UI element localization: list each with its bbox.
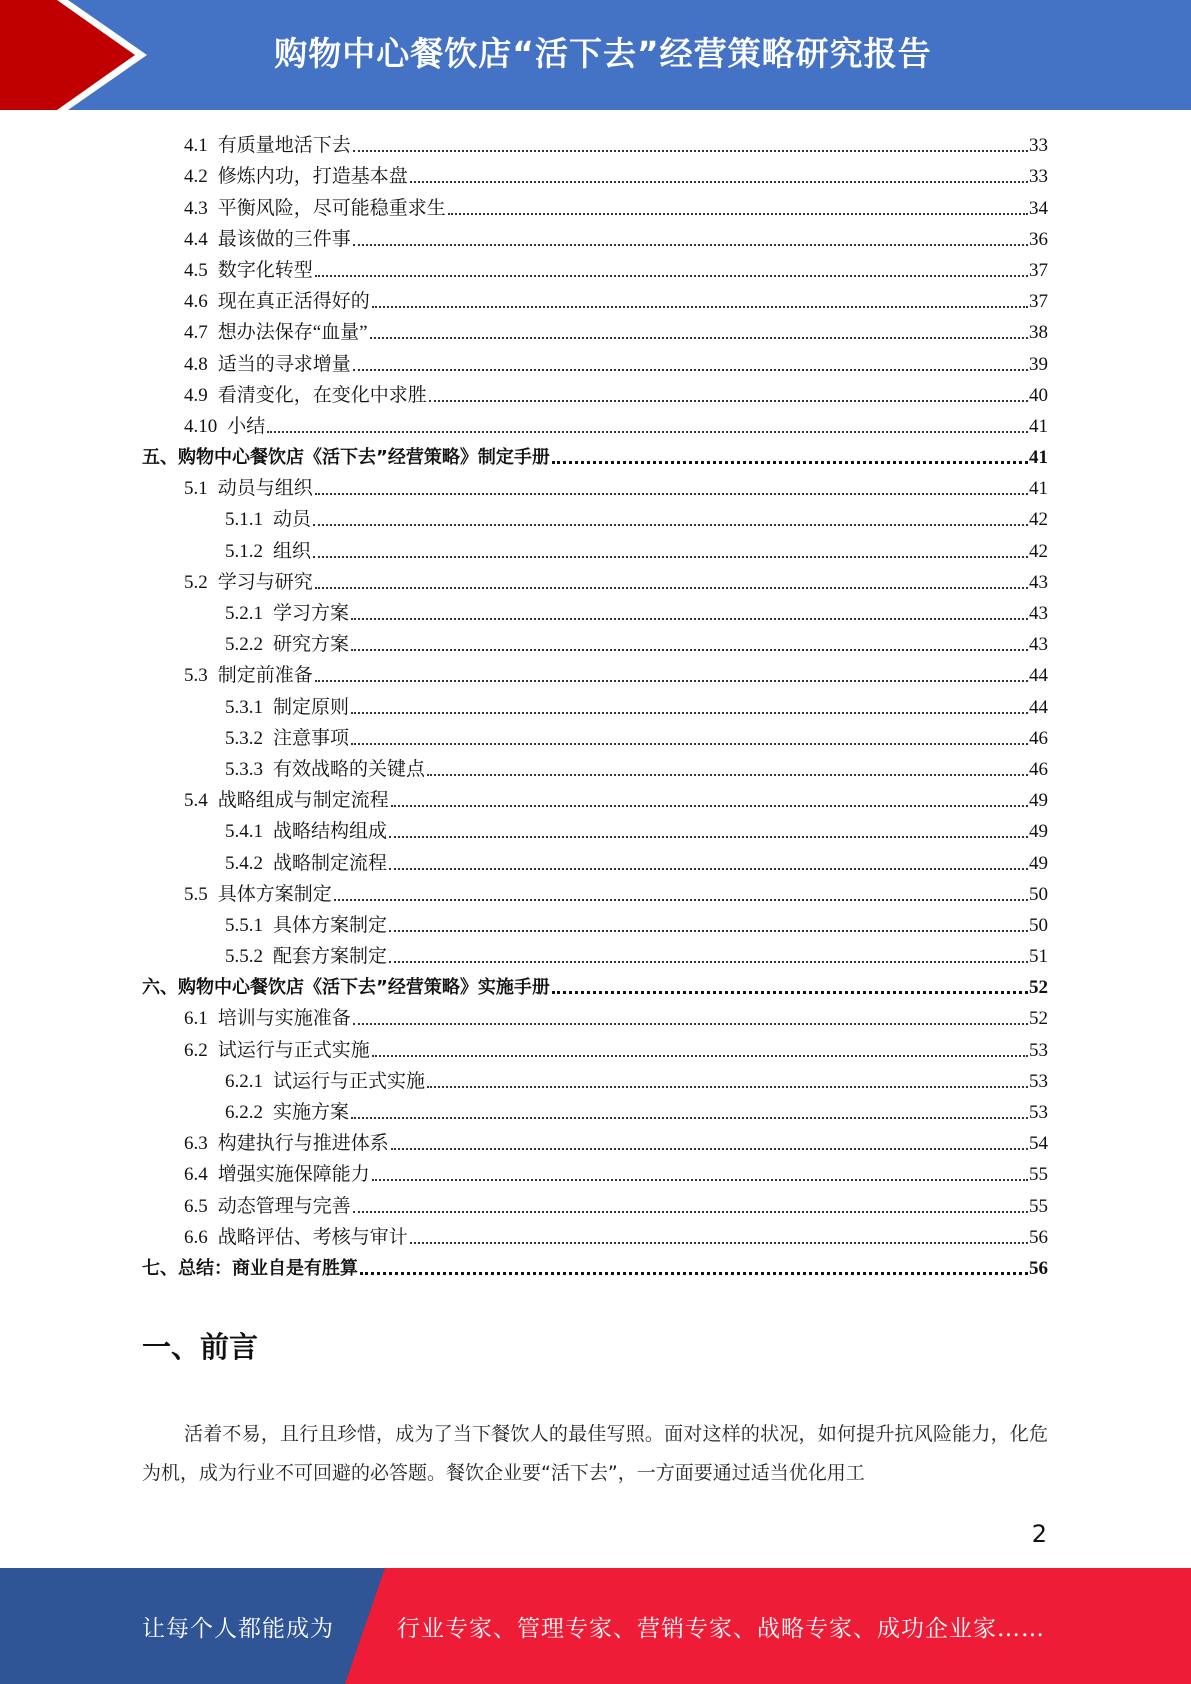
toc-entry-number: 4.6: [184, 291, 208, 313]
toc-entry-label: [142, 227, 353, 252]
toc-entry-number: 4.2: [184, 166, 208, 188]
toc-entry-label: [142, 570, 315, 595]
toc-entry-page: 52: [1029, 1008, 1048, 1030]
toc-entry[interactable]: [142, 595, 1048, 626]
toc-entry-number: 5.1.2: [225, 540, 263, 562]
toc-dot-leader: [351, 695, 1028, 720]
toc-entry-number: 4.8: [184, 353, 208, 375]
toc-entry-label: [142, 1162, 372, 1187]
toc-dot-leader: [429, 383, 1028, 408]
toc-entry-title: 购物中心餐饮店《活下去”经营策略》实施手册: [178, 977, 550, 999]
toc-entry-number: 5.1.1: [225, 509, 263, 531]
toc-entry-number: 4.3: [184, 197, 208, 219]
toc-dot-leader: [315, 663, 1028, 688]
toc-entry[interactable]: [142, 626, 1048, 657]
toc-entry-number: 5.2.1: [225, 603, 263, 624]
toc-entry-page: 37: [1029, 291, 1048, 313]
toc-dot-leader: [372, 1162, 1028, 1187]
toc-entry-title: 修炼内功，打造基本盘: [217, 166, 408, 188]
toc-entry[interactable]: [142, 1156, 1048, 1187]
toc-entry-page: 42: [1029, 540, 1048, 562]
toc-entry[interactable]: [142, 688, 1048, 719]
toc-entry[interactable]: [142, 751, 1048, 782]
toc-entry-title: 适当的寻求增量: [217, 353, 351, 375]
toc-entry-label: [142, 882, 334, 907]
toc-entry-label: [142, 320, 370, 345]
toc-dot-leader: [391, 1131, 1028, 1156]
toc-entry-page: 43: [1029, 603, 1048, 624]
toc-entry-label: [142, 1256, 360, 1281]
toc-dot-leader: [353, 1006, 1028, 1031]
toc-entry-label: [142, 913, 389, 938]
toc-entry[interactable]: [142, 720, 1048, 751]
toc-entry-title: 制定前准备: [217, 665, 313, 687]
toc-entry-title: 具体方案制定: [273, 914, 388, 936]
toc-dot-leader: [389, 819, 1028, 844]
toc-entry-number: 5.1: [184, 478, 208, 500]
toc-entry-label: [142, 601, 351, 626]
toc-entry-number: 5.5: [184, 883, 208, 905]
toc-entry[interactable]: [142, 969, 1048, 1000]
toc-entry[interactable]: [142, 408, 1048, 439]
toc-entry-label: [142, 258, 315, 283]
toc-dot-leader: [334, 882, 1028, 907]
toc-entry[interactable]: [142, 439, 1048, 470]
toc-entry-number: 5.3.2: [225, 727, 263, 749]
toc-entry-page: 40: [1029, 384, 1048, 406]
toc-entry-label: [142, 289, 372, 314]
toc-entry[interactable]: [142, 283, 1048, 314]
toc-entry-page: 56: [1029, 1226, 1048, 1248]
toc-entry-title: 培训与实施准备: [217, 1008, 351, 1030]
toc-entry-label: [142, 757, 427, 782]
section-heading: 一、前言: [142, 1330, 259, 1364]
toc-entry-page: 34: [1029, 197, 1048, 219]
toc-entry-label: [142, 1194, 353, 1219]
toc-entry-page: 50: [1029, 883, 1048, 905]
toc-entry[interactable]: [142, 1125, 1048, 1156]
toc-entry-number: 6.4: [184, 1164, 208, 1186]
toc-entry-title: 看清变化，在变化中求胜: [217, 384, 427, 406]
toc-entry-number: 4.1: [184, 135, 208, 157]
toc-entry[interactable]: [142, 501, 1048, 532]
toc-entry-title: 总结：商业自是有胜算: [178, 1257, 358, 1279]
toc-entry-page: 50: [1029, 914, 1048, 936]
toc-entry[interactable]: [142, 907, 1048, 938]
toc-entry-number: 六、: [142, 977, 178, 999]
toc-entry-number: 6.1: [184, 1008, 208, 1030]
toc-entry-label: [142, 383, 429, 408]
toc-entry-page: 44: [1029, 665, 1048, 687]
toc-entry-number: 6.2.1: [225, 1070, 263, 1092]
document-title: 购物中心餐饮店“活下去”经营策略研究报告: [274, 34, 932, 73]
toc-entry-number: 5.5.2: [225, 946, 263, 968]
toc-entry-page: 38: [1029, 322, 1048, 344]
toc-entry-page: 43: [1029, 634, 1048, 656]
toc-entry-label: [142, 851, 389, 876]
toc-dot-leader: [448, 196, 1028, 221]
footer-slogan-right: 行业专家、管理专家、营销专家、战略专家、成功企业家……: [397, 1616, 1045, 1642]
toc-entry-page: 55: [1029, 1195, 1048, 1217]
toc-entry-title: 想办法保存“血量”: [217, 322, 368, 344]
toc-entry-title: 战略评估、考核与审计: [217, 1226, 408, 1248]
toc-entry-number: 6.3: [184, 1133, 208, 1155]
toc-dot-leader: [315, 258, 1028, 283]
toc-entry-label: [142, 1006, 353, 1031]
toc-entry-label: [142, 1225, 410, 1250]
toc-entry-number: 4.4: [184, 228, 208, 250]
toc-entry-title: 组织: [273, 540, 312, 562]
toc-entry[interactable]: [142, 345, 1048, 376]
toc-entry-page: 36: [1029, 228, 1048, 250]
toc-entry-label: [142, 164, 410, 189]
toc-entry-title: 试运行与正式实施: [273, 1070, 426, 1092]
toc-entry-label: [142, 352, 353, 377]
toc-entry-page: 44: [1029, 696, 1048, 718]
toc-entry-page: 53: [1029, 1102, 1048, 1123]
page-number: 2: [1031, 1520, 1047, 1548]
toc-entry-title: 构建执行与推进体系: [217, 1133, 389, 1155]
toc-entry-label: [142, 944, 389, 969]
toc-entry-title: 最该做的三件事: [217, 228, 351, 250]
body-paragraph: 活着不易，且行且珍惜，成为了当下餐饮人的最佳写照。面对这样的状况，如何提升抗风险能力，化危为机，成为行业不可回避的必答题。餐饮企业要“活下去”，一方面要通过适当优化用工: [142, 1423, 1048, 1484]
toc-dot-leader: [353, 352, 1028, 377]
toc-entry-page: 53: [1029, 1070, 1048, 1092]
toc-entry-label: [142, 476, 315, 501]
toc-entry-number: 5.4.1: [225, 821, 263, 843]
toc-entry[interactable]: [142, 657, 1048, 688]
toc-entry-page: 54: [1029, 1133, 1048, 1155]
toc-entry[interactable]: [142, 1250, 1048, 1281]
toc-entry-page: 52: [1029, 977, 1048, 999]
toc-dot-leader: [315, 570, 1028, 595]
toc-entry-title: 小结: [227, 415, 266, 437]
toc-entry[interactable]: [142, 782, 1048, 813]
toc-entry-page: 49: [1029, 790, 1048, 812]
toc-entry[interactable]: [142, 876, 1048, 907]
toc-entry-title: 现在真正活得好的: [217, 291, 370, 313]
toc-entry-title: 动员: [273, 509, 312, 531]
toc-entry-number: 5.2: [184, 571, 208, 593]
toc-entry-page: 51: [1029, 946, 1048, 968]
toc-dot-leader: [360, 1256, 1028, 1281]
toc-entry[interactable]: [142, 938, 1048, 969]
toc-dot-leader: [267, 414, 1028, 439]
toc-entry-title: 有质量地活下去: [217, 135, 351, 157]
toc-entry-page: 53: [1029, 1039, 1048, 1061]
toc-dot-leader: [410, 1225, 1028, 1250]
toc-entry[interactable]: [142, 1094, 1048, 1125]
toc-dot-leader: [351, 632, 1028, 657]
toc-entry-number: 4.5: [184, 259, 208, 281]
footer-slogan-left: 让每个人都能成为: [142, 1616, 334, 1642]
toc-entry-label: [142, 819, 389, 844]
toc-entry-label: [142, 788, 391, 813]
toc-dot-leader: [552, 975, 1028, 1000]
toc-entry-number: 5.3.1: [225, 696, 263, 718]
toc-entry-number: 五、: [142, 447, 178, 469]
toc-entry-label: [142, 663, 315, 688]
toc-entry-number: 5.4.2: [225, 852, 263, 874]
toc-entry[interactable]: [142, 252, 1048, 283]
toc-entry[interactable]: [142, 189, 1048, 220]
toc-entry-title: 学习与研究: [217, 571, 313, 593]
toc-entry-label: [142, 1069, 427, 1094]
toc-dot-leader: [351, 1100, 1028, 1125]
toc-entry-label: [142, 695, 351, 720]
toc-dot-leader: [372, 1038, 1028, 1063]
toc-entry[interactable]: [142, 470, 1048, 501]
toc-entry-page: 49: [1029, 852, 1048, 874]
toc-entry-title: 配套方案制定: [273, 946, 388, 968]
toc-entry-label: [142, 539, 313, 564]
toc-entry-label: [142, 1038, 372, 1063]
toc-entry-page: 42: [1029, 509, 1048, 531]
toc-entry[interactable]: [142, 1187, 1048, 1218]
toc-entry-page: 39: [1029, 353, 1048, 375]
toc-entry-title: 战略组成与制定流程: [217, 790, 389, 812]
toc-entry-page: 37: [1029, 259, 1048, 281]
toc-entry-title: 试运行与正式实施: [217, 1039, 370, 1061]
toc-dot-leader: [552, 445, 1028, 470]
toc-entry[interactable]: [142, 158, 1048, 189]
toc-entry-title: 具体方案制定: [217, 883, 332, 905]
toc-entry[interactable]: [142, 1063, 1048, 1094]
toc-entry[interactable]: [142, 127, 1048, 158]
toc-entry-number: 七、: [142, 1257, 178, 1279]
toc-entry-number: 4.9: [184, 384, 208, 406]
toc-entry[interactable]: [142, 1219, 1048, 1250]
toc-entry[interactable]: [142, 1031, 1048, 1062]
toc-entry-title: 战略结构组成: [273, 821, 388, 843]
toc-entry-number: 5.3: [184, 665, 208, 687]
table-of-contents: [142, 127, 1048, 1281]
toc-entry[interactable]: [142, 314, 1048, 345]
toc-entry-page: 56: [1029, 1257, 1048, 1279]
toc-dot-leader: [351, 601, 1028, 626]
toc-entry-page: 41: [1029, 478, 1048, 500]
toc-entry-title: 平衡风险，尽可能稳重求生: [217, 197, 446, 219]
toc-entry-page: 46: [1029, 758, 1048, 780]
toc-entry-page: 33: [1029, 135, 1048, 157]
toc-dot-leader: [427, 757, 1028, 782]
toc-dot-leader: [389, 913, 1028, 938]
toc-dot-leader: [410, 164, 1028, 189]
toc-entry-page: 33: [1029, 166, 1048, 188]
toc-entry-label: [142, 133, 353, 158]
toc-entry-title: 注意事项: [273, 727, 350, 749]
toc-entry-label: [142, 507, 313, 532]
toc-entry-title: 战略制定流程: [273, 852, 388, 874]
toc-entry-page: 43: [1029, 571, 1048, 593]
toc-entry-number: 4.10: [184, 415, 218, 437]
toc-dot-leader: [427, 1069, 1028, 1094]
toc-entry-number: 6.6: [184, 1226, 208, 1248]
toc-entry-title: 数字化转型: [217, 259, 313, 281]
toc-entry-label: [142, 1100, 351, 1125]
toc-entry-title: 学习方案: [273, 603, 350, 624]
toc-entry-number: 6.5: [184, 1195, 208, 1217]
toc-dot-leader: [313, 539, 1028, 564]
toc-dot-leader: [353, 227, 1028, 252]
toc-entry-title: 研究方案: [273, 634, 350, 656]
toc-entry-title: 有效战略的关键点: [273, 758, 426, 780]
toc-entry-number: 5.5.1: [225, 914, 263, 936]
toc-entry[interactable]: [142, 532, 1048, 563]
page-footer: [0, 1568, 1191, 1684]
toc-entry-label: [142, 1131, 391, 1156]
toc-dot-leader: [372, 289, 1028, 314]
toc-entry-label: [142, 445, 552, 470]
toc-entry-title: 实施方案: [273, 1102, 350, 1123]
toc-entry-page: 49: [1029, 821, 1048, 843]
toc-entry-label: [142, 632, 351, 657]
toc-entry-label: [142, 414, 267, 439]
toc-entry-number: 5.2.2: [225, 634, 263, 656]
toc-entry-title: 动态管理与完善: [217, 1195, 351, 1217]
toc-entry[interactable]: [142, 377, 1048, 408]
toc-entry-label: [142, 975, 552, 1000]
toc-entry[interactable]: [142, 1000, 1048, 1031]
toc-entry-title: 增强实施保障能力: [217, 1164, 370, 1186]
toc-dot-leader: [315, 476, 1028, 501]
toc-dot-leader: [370, 320, 1028, 345]
toc-dot-leader: [351, 726, 1028, 751]
toc-entry-title: 制定原则: [273, 696, 350, 718]
toc-entry[interactable]: [142, 813, 1048, 844]
toc-entry-page: 41: [1029, 415, 1048, 437]
toc-dot-leader: [313, 507, 1028, 532]
toc-dot-leader: [353, 133, 1028, 158]
toc-entry-page: 46: [1029, 727, 1048, 749]
toc-entry-number: 5.4: [184, 790, 208, 812]
toc-dot-leader: [391, 788, 1028, 813]
toc-entry-page: 41: [1029, 447, 1048, 469]
toc-entry-number: 4.7: [184, 322, 208, 344]
toc-entry-label: [142, 726, 351, 751]
toc-dot-leader: [353, 1194, 1028, 1219]
toc-entry-page: 55: [1029, 1164, 1048, 1186]
toc-entry[interactable]: [142, 844, 1048, 875]
toc-entry-title: 购物中心餐饮店《活下去”经营策略》制定手册: [178, 447, 550, 469]
toc-entry[interactable]: [142, 564, 1048, 595]
toc-dot-leader: [389, 851, 1028, 876]
toc-entry[interactable]: [142, 221, 1048, 252]
toc-entry-number: 6.2.2: [225, 1102, 263, 1123]
page-header: [0, 0, 1191, 110]
toc-entry-number: 5.3.3: [225, 758, 263, 780]
toc-entry-number: 6.2: [184, 1039, 208, 1061]
toc-entry-label: [142, 196, 448, 221]
toc-dot-leader: [389, 944, 1028, 969]
toc-entry-title: 动员与组织: [217, 478, 313, 500]
